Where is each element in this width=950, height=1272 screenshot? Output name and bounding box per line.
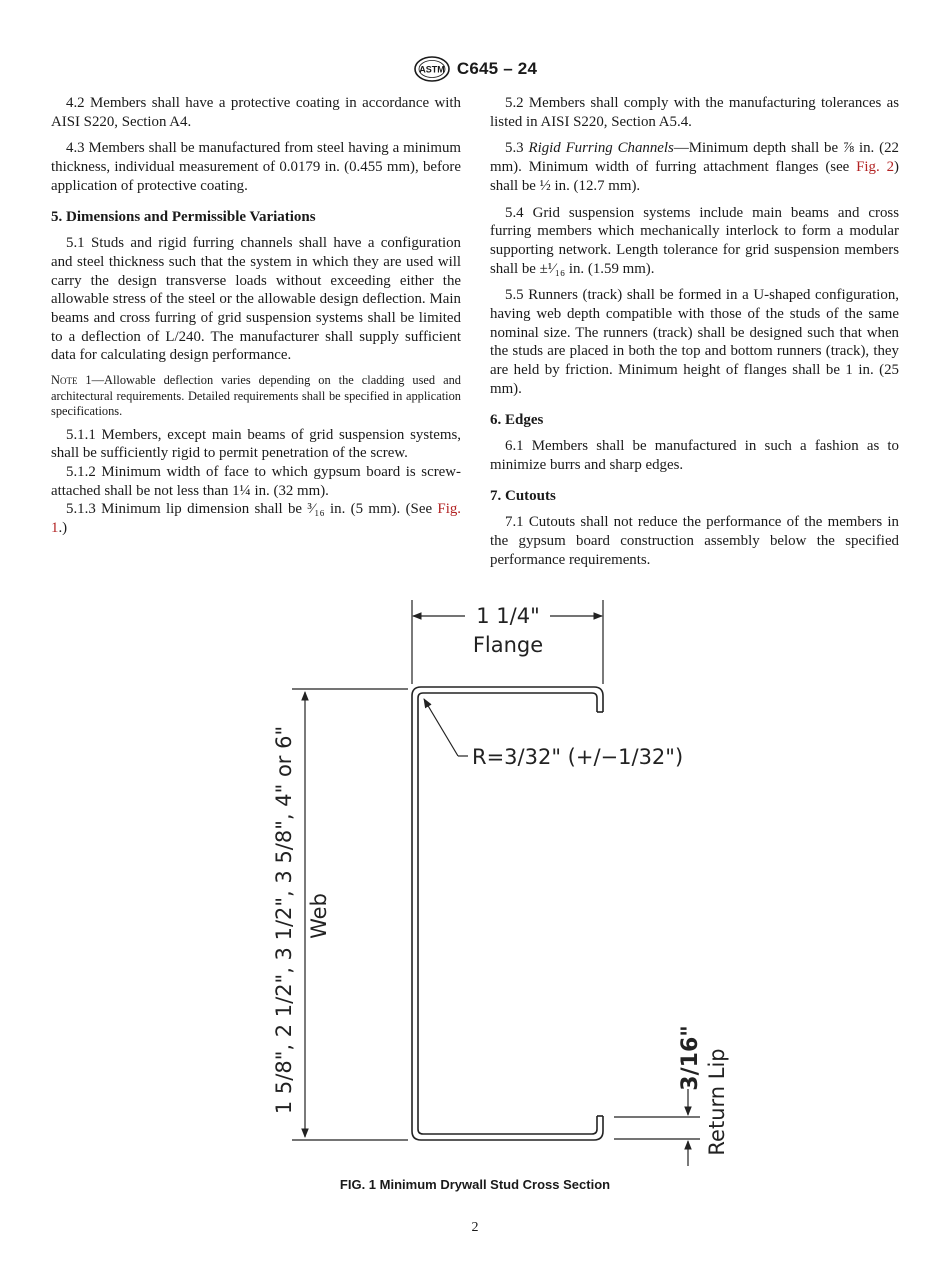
stud-cross-section-diagram [0,596,950,1166]
note-label: Note 1 [51,373,92,388]
paragraph-7-1: 7.1 Cutouts shall not reduce the performance of the members in the gypsum board construction assembly below the specified performance requirements. [490,514,899,568]
p53-title: Rigid Furring Channels [528,140,674,157]
section-6-heading: 6. Edges [490,411,544,428]
paragraph-5-1: 5.1 Studs and rigid furring channels shall have a configuration and steel thickness such that the system in which they are used will carry the design transverse loads without exceeding either the allowable stress of the steel or the allowable design deflection. Main beams and cross furring of grid suspension systems shall be limited to a deflection of L/240. The manufacturer shall supply sufficient data for calculating design performance. [51,235,461,364]
left-column [51,94,461,538]
page-header [0,56,950,82]
figure-1 [0,596,950,1166]
right-column [490,94,899,577]
section-7-heading: 7. Cutouts [490,487,556,504]
section-5-heading: 5. Dimensions and Permissible Variations [51,208,316,225]
paragraph-4-2: 4.2 Members shall have a protective coating in accordance with AISI S220, Section A4. [51,95,461,130]
p53-num: 5.3 [505,140,529,157]
paragraph-6-1: 6.1 Members shall be manufactured in such a fashion as to minimize burrs and sharp edges. [490,438,899,473]
paragraph-5-5: 5.5 Runners (track) shall be formed in a U-shaped configuration, having web depth compatible with those of the studs of the same nominal size. The runners (track) shall be designed such that when the studs are placed in both the top and bottom runners (track), they are held by friction. Minimum height of flanges shall be 1 in. (25 mm). [490,287,899,397]
fig-1-link[interactable]: Fig. 1 [51,501,461,537]
web-label: Web [307,893,331,939]
lip-label: Return Lip [705,1048,729,1156]
p513-end: .) [58,520,68,537]
paragraph-5-3 [490,139,899,195]
note-text: —Allowable deflection varies depending on the cladding used and architectural requirements. Detailed requirements shall be specified in application specifications. [51,373,461,419]
paragraph-5-4: 5.4 Grid suspension systems include main beams and cross furring members which mechanically interlock to form a modular supporting network. Length tolerance for grid suspension members shall be ±¹⁄₁₆ in. (1.59 mm). [490,204,899,277]
paragraph-5-1-1: 5.1.1 Members, except main beams of grid suspension systems, shall be sufficiently rigid to permit penetration of the screw. [51,426,461,462]
page-number: 2 [471,1220,479,1235]
p513-text: 5.1.3 Minimum lip dimension shall be ³⁄₁₆ in. (5 mm). (See [66,501,438,518]
note-1 [51,373,461,420]
standard-code: C645 – 24 [456,59,538,78]
p53-text: —Minimum depth shall be ⅞ in. (22 mm). Minimum width of furring attachment flanges (see [490,140,899,176]
paragraph-4-3: 4.3 Members shall be manufactured from steel having a minimum thickness, individual measurement of 0.0179 in. (0.455 mm), before application of protective coating. [51,140,461,194]
astm-logo-icon [413,56,451,82]
flange-dimension: 1 1/4" [476,604,540,628]
p53-end: ) shall be ½ in. (12.7 mm). [490,159,899,194]
astm-logo-text: ASTM [419,64,445,75]
flange-label: Flange [472,633,544,657]
figure-caption: FIG. 1 Minimum Drywall Stud Cross Section [339,1177,611,1192]
web-sizes: 1 5/8", 2 1/2", 3 1/2", 3 5/8", 4" or 6" [272,725,296,1115]
paragraph-5-2: 5.2 Members shall comply with the manufacturing tolerances as listed in AISI S220, Section A5.4. [490,95,899,130]
lip-dimension: 3/16" [678,1025,703,1091]
radius-label: R=3/32" (+/−1/32") [472,745,684,769]
radius-leader [424,699,458,756]
paragraph-5-1-3 [51,500,461,537]
fig-2-link[interactable]: Fig. 2 [856,159,895,176]
paragraph-5-1-2: 5.1.2 Minimum width of face to which gypsum board is screw-attached shall be not less than 1¼ in. (32 mm). [51,464,461,499]
